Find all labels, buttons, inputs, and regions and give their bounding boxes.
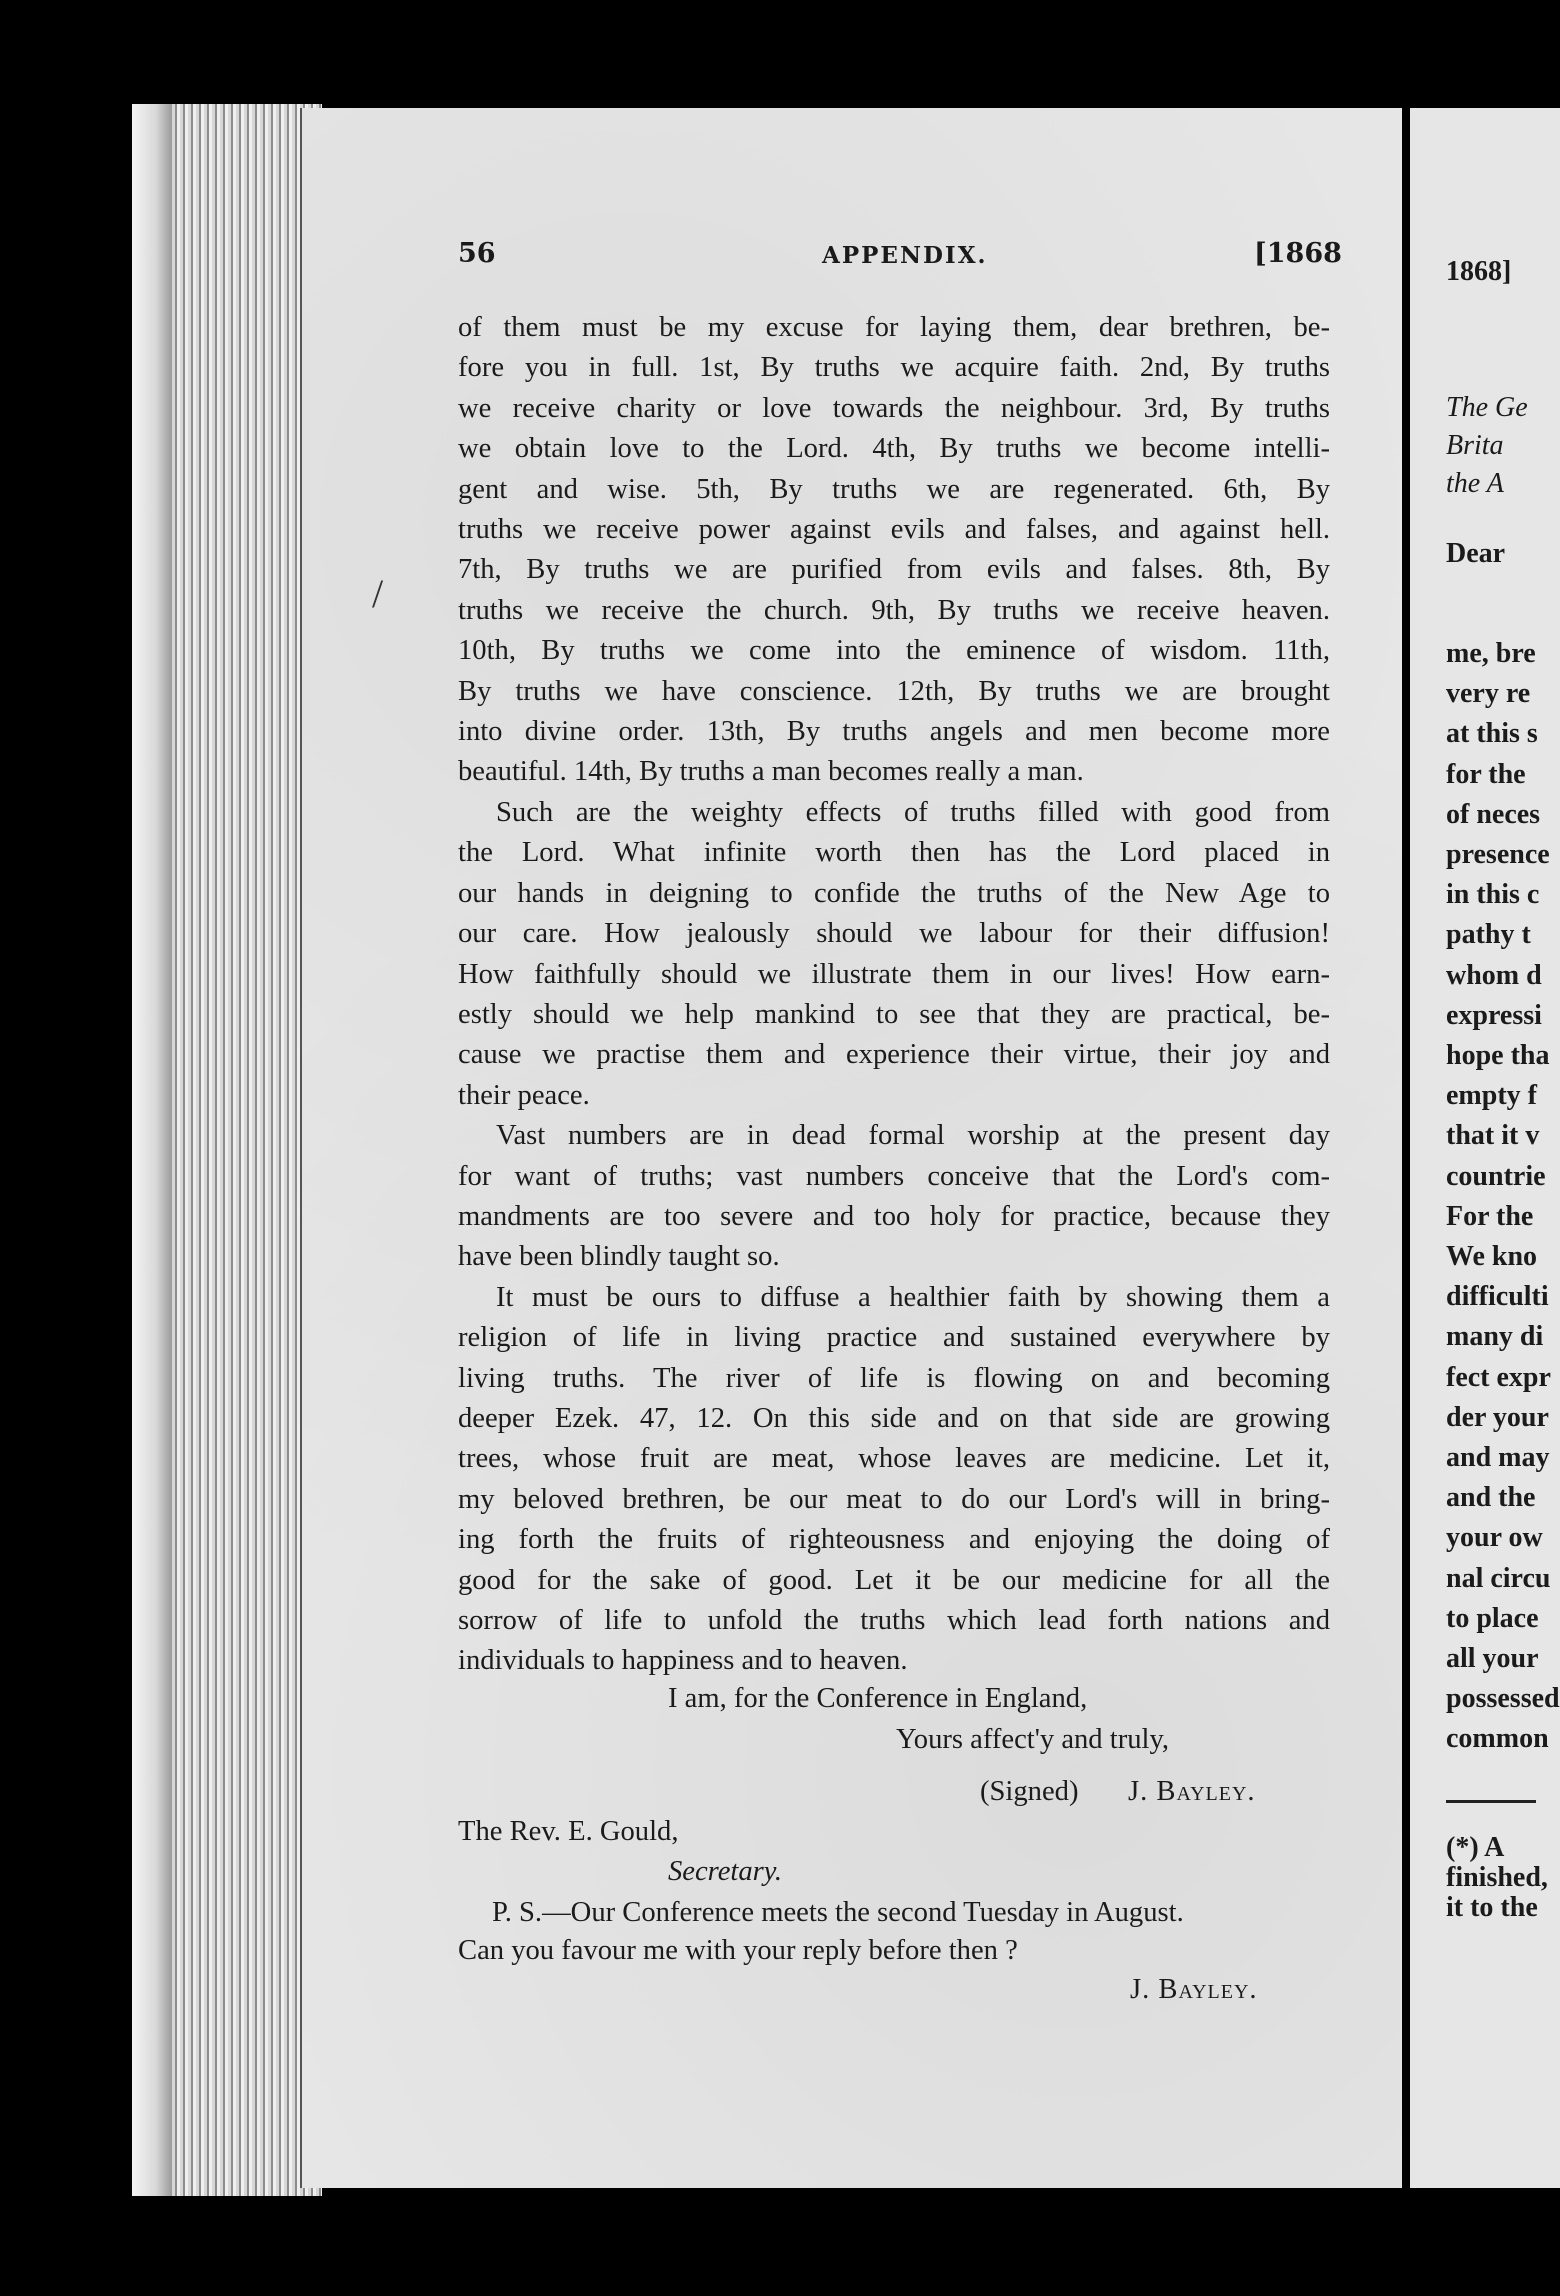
text-line: our care. How jealously should we labour for their diffusion! <box>458 918 1330 950</box>
facing-text-line: me, bre <box>1446 638 1536 669</box>
text-line: fore you in full. 1st, By truths we acquire faith. 2nd, By truths <box>458 352 1330 384</box>
facing-text-line: many di <box>1446 1321 1544 1353</box>
text-line: ing forth the fruits of righteousness and enjoying the doing of <box>458 1524 1330 1556</box>
running-title: APPENDIX. <box>822 242 988 269</box>
text-line: 10th, By truths we come into the eminence of wisdom. 11th, <box>458 635 1330 667</box>
text-line: the Lord. What infinite worth then has the Lord placed in <box>458 837 1330 869</box>
addressee <box>458 1816 679 1848</box>
text-line: Such are the weighty effects of truths filled with good from <box>496 796 1330 828</box>
text-line: gent and wise. 5th, By truths we are regenerated. 6th, By <box>458 473 1330 505</box>
text-line: estly should we help mankind to see that they are practical, be- <box>458 998 1330 1030</box>
facing-text-line: fect expr <box>1446 1361 1551 1393</box>
text-line: trees, whose fruit are meat, whose leaves are medicine. Let it, <box>458 1443 1330 1475</box>
text-line: have been blindly taught so. <box>458 1241 780 1273</box>
facing-footnote-line: it to the <box>1446 1892 1538 1923</box>
text-line: living truths. The river of life is flowing on and becoming <box>458 1362 1330 1394</box>
text-line: deeper Ezek. 47, 12. On this side and on that side are growing <box>458 1402 1330 1434</box>
text-line: beautiful. 14th, By truths a man becomes really a man. <box>458 756 1084 788</box>
facing-text-line: We kno <box>1446 1241 1538 1272</box>
facing-text-line: of neces <box>1446 798 1541 830</box>
facing-heading-line: The Ge <box>1446 392 1528 423</box>
text-line: we receive charity or love towards the neighbour. 3rd, By truths <box>458 392 1330 424</box>
text-line: for want of truths; vast numbers conceive that the Lord's com- <box>458 1160 1330 1192</box>
text-line: How faithfully should we illustrate them in our lives! How earn- <box>458 958 1330 990</box>
text-line: we obtain love to the Lord. 4th, By truths we become intelli- <box>458 433 1330 465</box>
facing-text-line: your ow <box>1446 1522 1543 1554</box>
text-line: truths we receive the church. 9th, By truths we receive heaven. <box>458 594 1330 626</box>
facing-text-line: possessed <box>1446 1683 1560 1715</box>
text-line: good for the sake of good. Let it be our medicine for all the <box>458 1564 1330 1596</box>
facing-text-line: whom d <box>1446 959 1542 991</box>
closing-line-2: Yours affect'y and truly, <box>896 1724 1170 1755</box>
facing-text-line: nal circu <box>1446 1562 1551 1594</box>
book-binding <box>132 104 172 2196</box>
page-number: 56 <box>458 238 496 269</box>
facing-text-line: hope tha <box>1446 1040 1550 1071</box>
signed-label: (Signed) <box>980 1776 1079 1807</box>
facing-footnote-line: (*) A <box>1446 1832 1505 1863</box>
facing-text-line: common <box>1446 1723 1549 1755</box>
text-line: cause we practise them and experience their virtue, their joy and <box>458 1039 1330 1071</box>
facing-text-line: at this s <box>1446 718 1538 750</box>
addressee-name: The Rev. E. Gould, <box>458 1816 679 1847</box>
postscript-signature: J. Bayley. <box>1130 1974 1258 2005</box>
text-line: our hands in deigning to confide the truths of the New Age to <box>458 877 1330 909</box>
facing-text-line: for the <box>1446 758 1526 790</box>
text-line: my beloved brethren, be our meat to do our Lord's will in bring- <box>458 1483 1330 1515</box>
facing-footnote-rule <box>1446 1800 1536 1803</box>
facing-heading-line: the A <box>1446 468 1504 499</box>
text-line: truths we receive power against evils and falses, and against hell. <box>458 514 1330 546</box>
facing-text-line: der your <box>1446 1401 1549 1433</box>
facing-text-line: to place <box>1446 1602 1539 1634</box>
text-line: 7th, By truths we are purified from evils and falses. 8th, By <box>458 554 1330 586</box>
text-line: of them must be my excuse for laying them, dear brethren, be- <box>458 312 1330 343</box>
postscript-line-1: P. S.—Our Conference meets the second Tuesday in August. <box>492 1897 1184 1928</box>
addressee-title: Secretary. <box>668 1856 783 1887</box>
facing-text-line: all your <box>1446 1643 1539 1674</box>
text-line: mandments are too severe and too holy for practice, because they <box>458 1200 1330 1232</box>
margin-mark: / <box>372 571 384 616</box>
text-line: individuals to happiness and to heaven. <box>458 1645 908 1677</box>
facing-year: 1868] <box>1446 256 1512 287</box>
facing-text-line: and may <box>1446 1442 1550 1473</box>
text-line: By truths we have conscience. 12th, By truths we are brought <box>458 675 1330 707</box>
facing-heading-line: Brita <box>1446 430 1504 461</box>
facing-text-line: countrie <box>1446 1160 1546 1192</box>
facing-text-line: expressi <box>1446 999 1542 1031</box>
facing-text-line: very re <box>1446 678 1531 710</box>
letter-body <box>458 308 1330 1682</box>
facing-text-line: that it v <box>1446 1120 1540 1152</box>
facing-text-line: presence <box>1446 839 1550 870</box>
text-line: into divine order. 13th, By truths angels and men become more <box>458 716 1330 748</box>
facing-salutation: Dear <box>1446 538 1506 569</box>
postscript-line-2: Can you favour me with your reply before then ? <box>458 1935 1018 1966</box>
text-line: sorrow of life to unfold the truths which lead forth nations and <box>458 1605 1330 1636</box>
facing-text-line: empty f <box>1446 1080 1537 1112</box>
facing-text-line: in this c <box>1446 879 1540 911</box>
text-line: their peace. <box>458 1079 590 1111</box>
signed-name: J. Bayley. <box>1128 1776 1256 1807</box>
facing-text-line: and the <box>1446 1482 1536 1514</box>
text-line: It must be ours to diffuse a healthier faith by showing them a <box>496 1281 1330 1313</box>
facing-text-line: pathy t <box>1446 919 1531 951</box>
header-year: [1868 <box>1254 238 1342 269</box>
text-line: Vast numbers are in dead formal worship at the present day <box>496 1120 1330 1152</box>
closing-line-1: I am, for the Conference in England, <box>668 1683 1088 1714</box>
facing-footnote-line: finished, <box>1446 1862 1548 1893</box>
facing-text-line: For the <box>1446 1200 1534 1232</box>
facing-text-line: difficulti <box>1446 1281 1549 1313</box>
text-line: religion of life in living practice and sustained everywhere by <box>458 1322 1330 1354</box>
